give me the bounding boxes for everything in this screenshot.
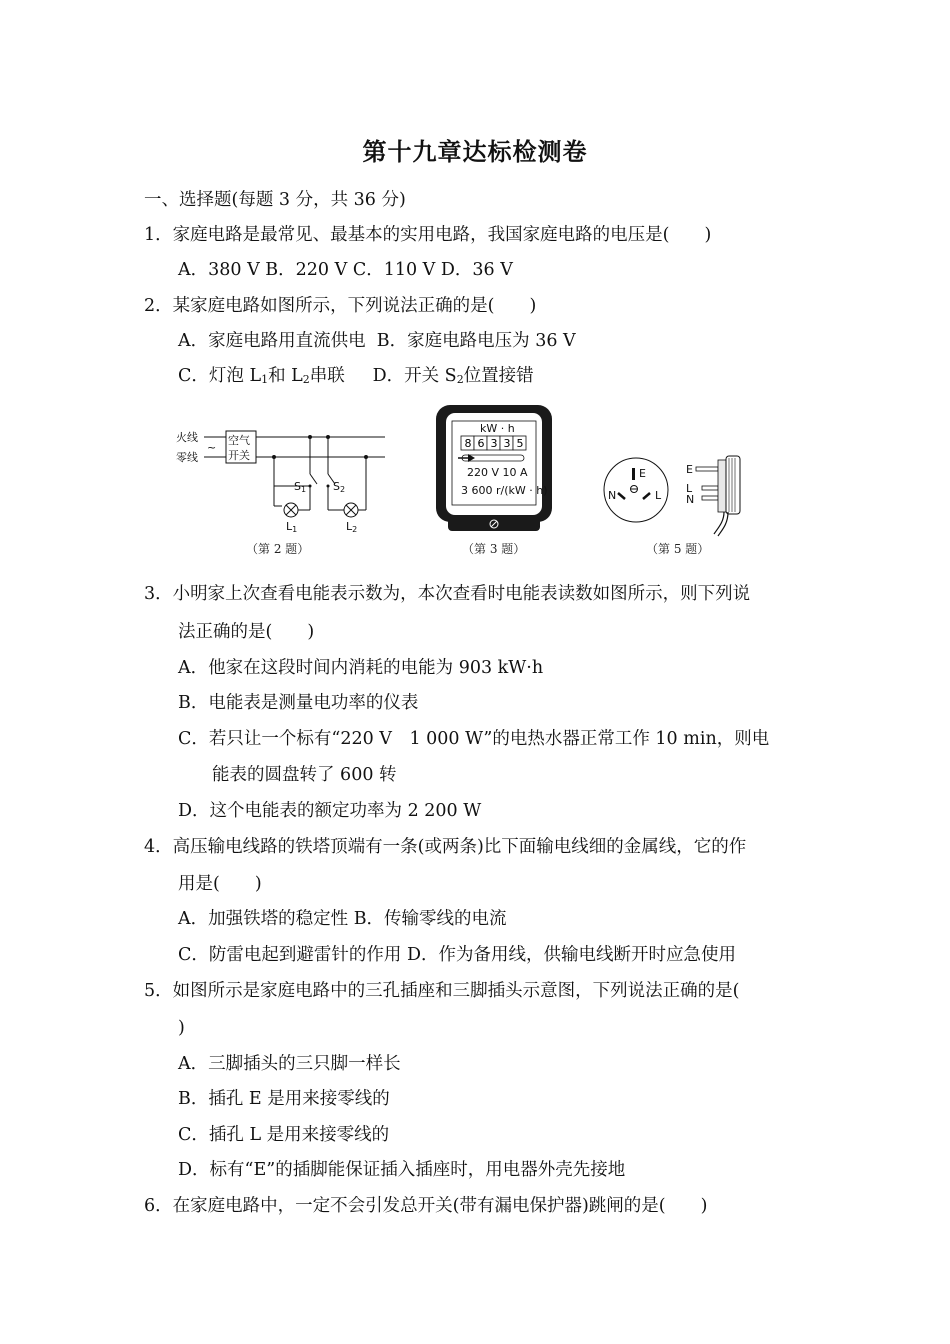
socket-e-label: E <box>639 467 646 480</box>
q2-option-a: A．家庭电路用直流供电 <box>178 331 366 351</box>
meter-digit: 3 <box>490 437 498 450</box>
plug-pin-e <box>696 467 718 471</box>
q2-option-d: D．开关 $S_2$位置接错 <box>372 366 534 386</box>
lamp-l1-label: L1 <box>286 520 298 534</box>
figure-3-meter <box>432 402 562 565</box>
live-wire-label: 火线 <box>176 431 198 444</box>
switch-s1-label: S1 <box>294 480 307 494</box>
q5-option-c: C．插孔 L 是用来接零线的 <box>178 1125 390 1145</box>
q3-option-b: B．电能表是测量电功率的仪表 <box>178 693 419 713</box>
meter-digits <box>461 436 526 450</box>
plug-e-label: E <box>686 463 693 476</box>
q2-stem: 2．某家庭电路如图所示，下列说法正确的是( ) <box>144 296 537 316</box>
q3-option-a: A．他家在这段时间内消耗的电能为 903 kW·h <box>178 658 544 678</box>
meter-rating: 220 V 10 A <box>467 466 528 479</box>
figure-5-caption: （第 5 题） <box>646 542 710 556</box>
q5-option-b: B．插孔 E 是用来接零线的 <box>178 1089 390 1109</box>
q3-stem-2: 法正确的是( ) <box>178 622 315 642</box>
plug-l-label: L <box>686 482 693 495</box>
figure-3-caption: （第 3 题） <box>462 542 526 556</box>
ac-symbol: ~ <box>207 441 217 454</box>
q5-stem-2: ) <box>178 1018 185 1038</box>
breaker-label-2: 开关 <box>228 449 250 462</box>
q5-stem-1: 5．如图所示是家庭电路中的三孔插座和三脚插头示意图，下列说法正确的是( <box>144 981 740 1001</box>
page-title: 第十九章达标检测卷 <box>362 138 588 166</box>
q1-options: A．380 V B．220 V C．110 V D．36 V <box>178 260 513 280</box>
meter-unit: kW · h <box>480 422 515 435</box>
q2-option-b: B．家庭电路电压为 36 V <box>376 331 576 351</box>
meter-digit: 5 <box>516 437 524 450</box>
q3-option-c-2: 能表的圆盘转了 600 转 <box>212 765 397 785</box>
q1-stem: 1．家庭电路是最常见、最基本的实用电路，我国家庭电路的电压是( ) <box>144 225 712 245</box>
neutral-wire-label: 零线 <box>176 451 198 464</box>
meter-digit: 6 <box>477 437 485 450</box>
figure-2-circuit <box>170 420 400 565</box>
plug-n-label: N <box>686 493 695 506</box>
meter-digit: 8 <box>464 437 472 450</box>
q2-options-ab <box>178 329 576 353</box>
plug-pin-l <box>702 486 718 490</box>
q4-options-cd: C．防雷电起到避雷针的作用 D．作为备用线，供输电线断开时应急使用 <box>178 945 736 965</box>
socket-l-label: L <box>655 489 662 502</box>
q4-options-ab: A．加强铁塔的稳定性 B．传输零线的电流 <box>178 909 507 929</box>
q2-options-cd <box>178 364 534 392</box>
meter-digit: 3 <box>503 437 511 450</box>
q6-stem: 6．在家庭电路中，一定不会引发总开关(带有漏电保护器)跳闸的是( ) <box>144 1196 708 1216</box>
plug-body <box>718 460 726 512</box>
q3-option-d: D．这个电能表的额定功率为 2 200 W <box>178 801 482 821</box>
q4-stem-2: 用是( ) <box>178 874 262 894</box>
q2-option-c: C．灯泡 $L_1$和 $L_2$串联 <box>178 366 345 386</box>
q3-stem-1: 3．小明家上次查看电能表示数为，本次查看时电能表读数如图所示，则下列说 <box>144 584 751 604</box>
plug-pin-n <box>702 496 718 500</box>
meter-revolutions: 3 600 r/(kW · h) <box>461 484 548 497</box>
breaker-label-1: 空气 <box>228 434 250 447</box>
figure-2-caption: （第 2 题） <box>246 542 310 556</box>
q5-option-d: D．标有“E”的插脚能保证插入插座时，用电器外壳先接地 <box>178 1160 626 1180</box>
q3-option-c-1: C．若只让一个标有“220 V 1 000 W”的电热水器正常工作 10 min，则电 <box>178 729 770 749</box>
socket-n-label: N <box>608 489 617 502</box>
q4-stem-1: 4．高压输电线路的铁塔顶端有一条(或两条)比下面输电线细的金属线，它的作 <box>144 837 747 857</box>
figure-5-socket-plug <box>598 452 758 565</box>
lamp-l2-label: L2 <box>346 520 358 534</box>
section-heading: 一、选择题(每题 3 分，共 36 分) <box>144 190 406 210</box>
switch-s2-label: S2 <box>333 480 346 494</box>
q5-option-a: A．三脚插头的三只脚一样长 <box>178 1054 401 1074</box>
